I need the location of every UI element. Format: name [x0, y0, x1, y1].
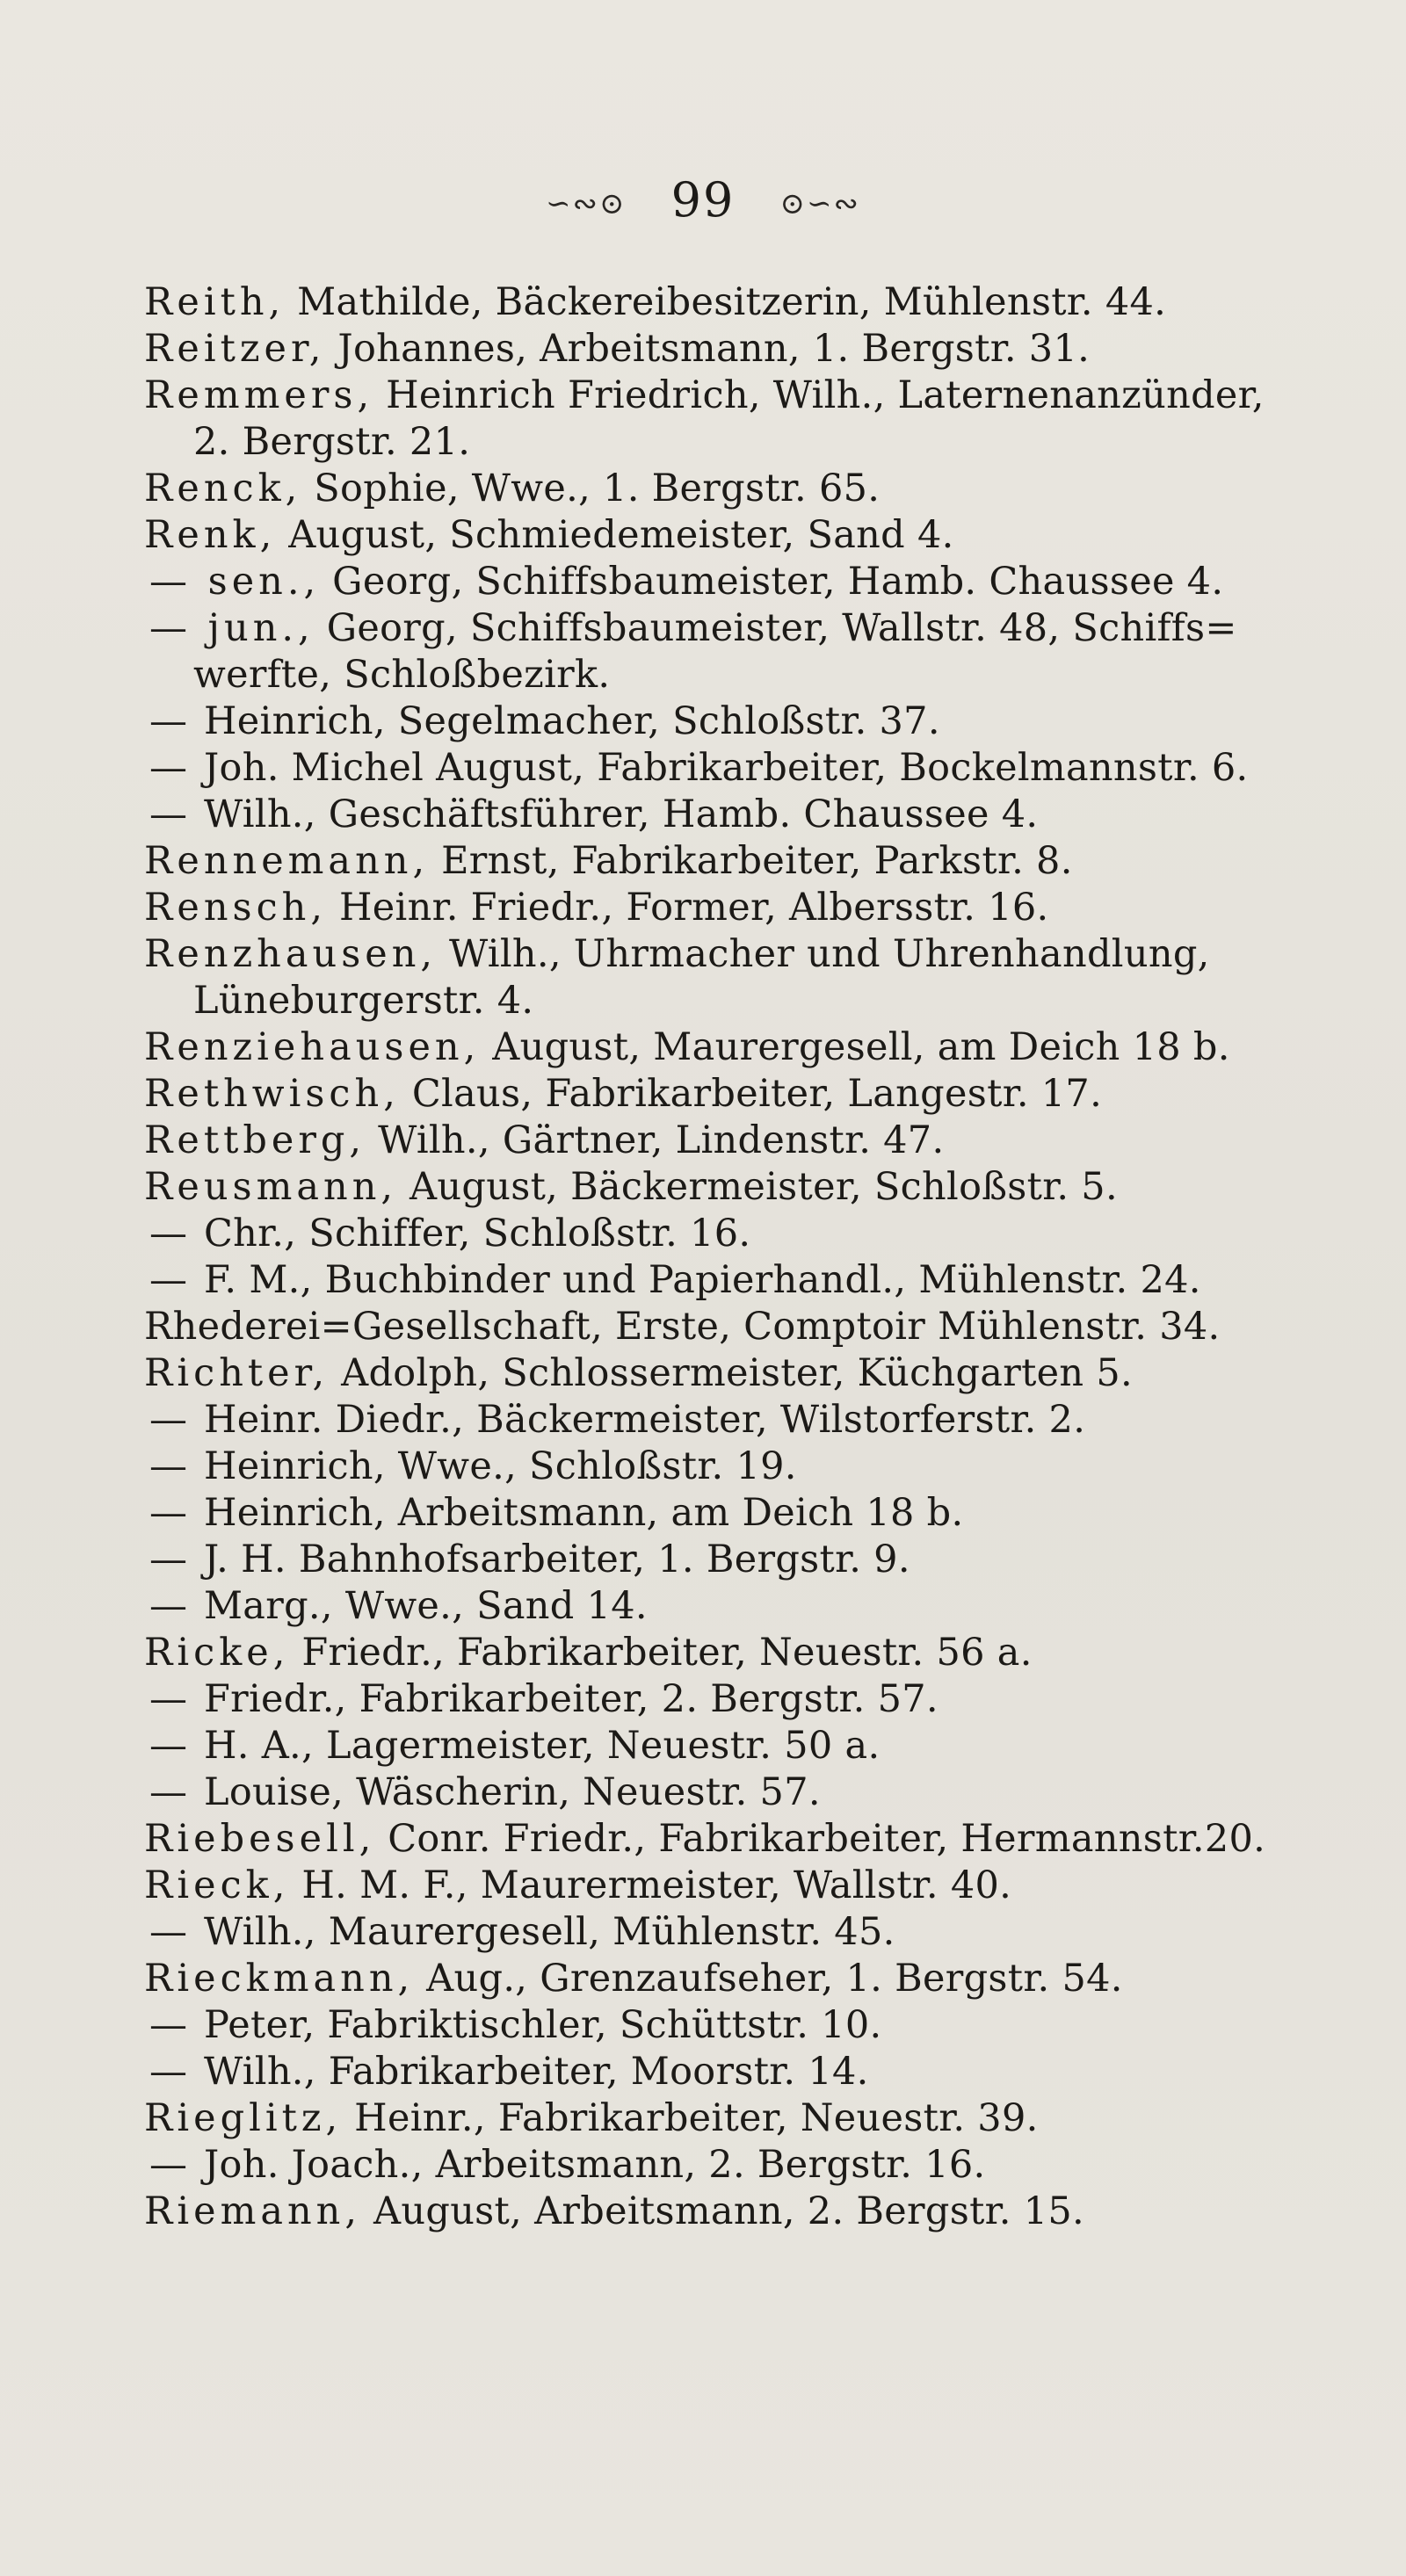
directory-entry [144, 1024, 1278, 1071]
entry-details: Rhederei=Gesellschaft, Erste, Comptoir Mühlenstr. 34. [144, 1305, 1221, 1349]
directory-entry [144, 838, 1278, 885]
directory-entry [144, 1956, 1278, 2002]
directory-entry [144, 466, 1278, 512]
entry-surname: Rensch, [144, 886, 328, 930]
directory-entry [144, 1490, 1278, 1537]
directory-entry [144, 512, 1278, 559]
entry-surname: Ricke, [144, 1631, 290, 1675]
entry-details: Wilh., Uhrmacher und Uhrenhandlung, [437, 932, 1210, 976]
entry-surname: Renck, [144, 467, 302, 510]
entry-surname: — [149, 1398, 192, 1442]
entry-surname: — [149, 1258, 192, 1302]
entry-surname: Rennemann, [144, 839, 430, 883]
entry-details: H. M. F., Maurermeister, Wallstr. 40. [289, 1863, 1012, 1907]
entry-details: August, Bäckermeister, Schloßstr. 5. [397, 1165, 1118, 1209]
entry-details: H. A., Lagermeister, Neuestr. 50 a. [192, 1724, 881, 1768]
entry-surname: Rettberg, [144, 1118, 366, 1162]
entry-surname: — [149, 2003, 192, 2047]
directory-entry [144, 2142, 1278, 2189]
directory-entry [144, 1769, 1278, 1816]
entry-surname: — [149, 1584, 192, 1628]
entry-details: 2. Bergstr. 21. [193, 420, 471, 464]
directory-entry [144, 2189, 1278, 2235]
entry-details: Johannes, Arbeitsmann, 1. Bergstr. 31. [325, 327, 1091, 371]
entry-details: Conr. Friedr., Fabrikarbeiter, Hermannstr.20. [375, 1817, 1266, 1861]
entry-details: Chr., Schiffer, Schloßstr. 16. [192, 1212, 751, 1255]
entry-surname: Remmers, [144, 373, 374, 417]
entry-details: Heinrich, Arbeitsmann, am Deich 18 b. [192, 1491, 964, 1535]
entry-surname: Rieglitz, [144, 2096, 343, 2140]
directory-entry [144, 279, 1278, 326]
entry-details: Wilh., Gärtner, Lindenstr. 47. [366, 1118, 945, 1162]
directory-entry [144, 373, 1278, 419]
directory-entry [144, 605, 1278, 652]
directory-entry [144, 1257, 1278, 1304]
directory-entry [144, 1444, 1278, 1490]
entry-surname: Reith, [144, 280, 286, 324]
directory-entry [144, 2095, 1278, 2142]
entry-details: August, Arbeitsmann, 2. Bergstr. 15. [361, 2189, 1085, 2233]
entry-details: Mathilde, Bäckereibesitzerin, Mühlenstr. 44. [285, 280, 1167, 324]
directory-entry-continuation [144, 978, 1278, 1024]
directory-entry-continuation [144, 419, 1278, 466]
entry-surname: Rieck, [144, 1863, 290, 1907]
entry-details: Wilh., Fabrikarbeiter, Moorstr. 14. [192, 2050, 869, 2094]
entry-details: Wilh., Geschäftsführer, Hamb. Chaussee 4. [192, 792, 1039, 836]
entry-surname: — [149, 1724, 192, 1768]
page-header [0, 172, 1406, 228]
directory-entry [144, 931, 1278, 978]
entry-details: Lüneburgerstr. 4. [193, 979, 534, 1023]
entry-details: Claus, Fabrikarbeiter, Langestr. 17. [399, 1072, 1103, 1116]
entry-details: Heinr. Friedr., Former, Albersstr. 16. [327, 886, 1049, 930]
directory-entry [144, 1350, 1278, 1397]
entry-surname: — [149, 2143, 192, 2187]
entry-surname: — [149, 1538, 192, 1581]
entry-surname: — [149, 746, 192, 790]
entry-surname: Renziehausen, [144, 1025, 481, 1069]
entry-details: Georg, Schiffsbaumeister, Wallstr. 48, Schiffs= [314, 606, 1237, 650]
directory-entry [144, 1304, 1278, 1350]
directory-entry [144, 1397, 1278, 1444]
directory-entry [144, 1863, 1278, 1909]
entry-surname: — sen., [149, 560, 321, 604]
ornament-right-icon: ⊙∽∾ [779, 186, 860, 221]
entry-surname: Renzhausen, [144, 932, 438, 976]
directory-entry [144, 1816, 1278, 1863]
entry-surname: — [149, 1910, 192, 1954]
entry-surname: Riemann, [144, 2189, 362, 2233]
directory-entry [144, 1583, 1278, 1630]
directory-entries [144, 279, 1278, 2235]
entry-details: Wilh., Maurergesell, Mühlenstr. 45. [192, 1910, 895, 1954]
entry-details: August, Maurergesell, am Deich 18 b. [480, 1025, 1230, 1069]
entry-details: Peter, Fabriktischler, Schüttstr. 10. [192, 2003, 882, 2047]
entry-surname: — [149, 792, 192, 836]
entry-surname: Riebesell, [144, 1817, 376, 1861]
entry-details: Heinrich, Segelmacher, Schloßstr. 37. [192, 699, 940, 743]
entry-details: werfte, Schloßbezirk. [193, 653, 611, 697]
directory-entry [144, 1211, 1278, 1257]
directory-entry [144, 1723, 1278, 1769]
directory-entry [144, 1630, 1278, 1676]
ornament-left-icon: ∽∾⊙ [546, 186, 627, 221]
directory-entry [144, 1537, 1278, 1583]
entry-surname: — [149, 2050, 192, 2094]
entry-details: Heinr., Fabrikarbeiter, Neuestr. 39. [342, 2096, 1039, 2140]
entry-details: Heinrich Friedrich, Wilh., Laternenanzünder, [373, 373, 1265, 417]
entry-details: Friedr., Fabrikarbeiter, Neuestr. 56 a. [289, 1631, 1033, 1675]
directory-entry-continuation [144, 652, 1278, 698]
entry-surname: — jun., [149, 606, 315, 650]
directory-entry [144, 745, 1278, 792]
entry-details: F. M., Buchbinder und Papierhandl., Mühlenstr. 24. [192, 1258, 1201, 1302]
entry-details: J. H. Bahnhofsarbeiter, 1. Bergstr. 9. [192, 1538, 910, 1581]
entry-details: Ernst, Fabrikarbeiter, Parkstr. 8. [429, 839, 1073, 883]
entry-surname: Renk, [144, 513, 277, 557]
entry-surname: Rethwisch, [144, 1072, 400, 1116]
directory-entry [144, 326, 1278, 373]
entry-surname: — [149, 1677, 192, 1721]
entry-surname: Reusmann, [144, 1165, 398, 1209]
entry-details: Heinr. Diedr., Bäckermeister, Wilstorferstr. 2. [192, 1398, 1086, 1442]
entry-details: Heinrich, Wwe., Schloßstr. 19. [192, 1444, 797, 1488]
directory-entry [144, 1909, 1278, 1956]
entry-surname: — [149, 699, 192, 743]
directory-entry [144, 2002, 1278, 2049]
entry-surname: — [149, 1212, 192, 1255]
directory-entry [144, 792, 1278, 838]
entry-surname: — [149, 1491, 192, 1535]
entry-surname: — [149, 1444, 192, 1488]
page-number: 99 [670, 172, 736, 228]
entry-details: Sophie, Wwe., 1. Bergstr. 65. [301, 467, 881, 510]
directory-entry [144, 1164, 1278, 1211]
directory-entry [144, 559, 1278, 605]
entry-details: Joh. Michel August, Fabrikarbeiter, Bockelmannstr. 6. [192, 746, 1249, 790]
entry-details: Louise, Wäscherin, Neuestr. 57. [192, 1770, 821, 1814]
entry-surname: Rieckmann, [144, 1957, 415, 2001]
entry-surname: Richter, [144, 1351, 330, 1395]
entry-details: August, Schmiedemeister, Sand 4. [276, 513, 954, 557]
entry-surname: — [149, 1770, 192, 1814]
entry-details: Adolph, Schlossermeister, Küchgarten 5. [329, 1351, 1134, 1395]
entry-details: Georg, Schiffsbaumeister, Hamb. Chaussee 4. [320, 560, 1224, 604]
directory-entry [144, 2049, 1278, 2095]
entry-details: Marg., Wwe., Sand 14. [192, 1584, 648, 1628]
directory-entry [144, 1676, 1278, 1723]
entry-details: Friedr., Fabrikarbeiter, 2. Bergstr. 57. [192, 1677, 939, 1721]
directory-entry [144, 1118, 1278, 1164]
directory-entry [144, 885, 1278, 931]
entry-details: Joh. Joach., Arbeitsmann, 2. Bergstr. 16. [192, 2143, 986, 2187]
entry-details: Aug., Grenzaufseher, 1. Bergstr. 54. [414, 1957, 1123, 2001]
entry-surname: Reitzer, [144, 327, 326, 371]
directory-entry [144, 698, 1278, 745]
directory-entry [144, 1071, 1278, 1118]
